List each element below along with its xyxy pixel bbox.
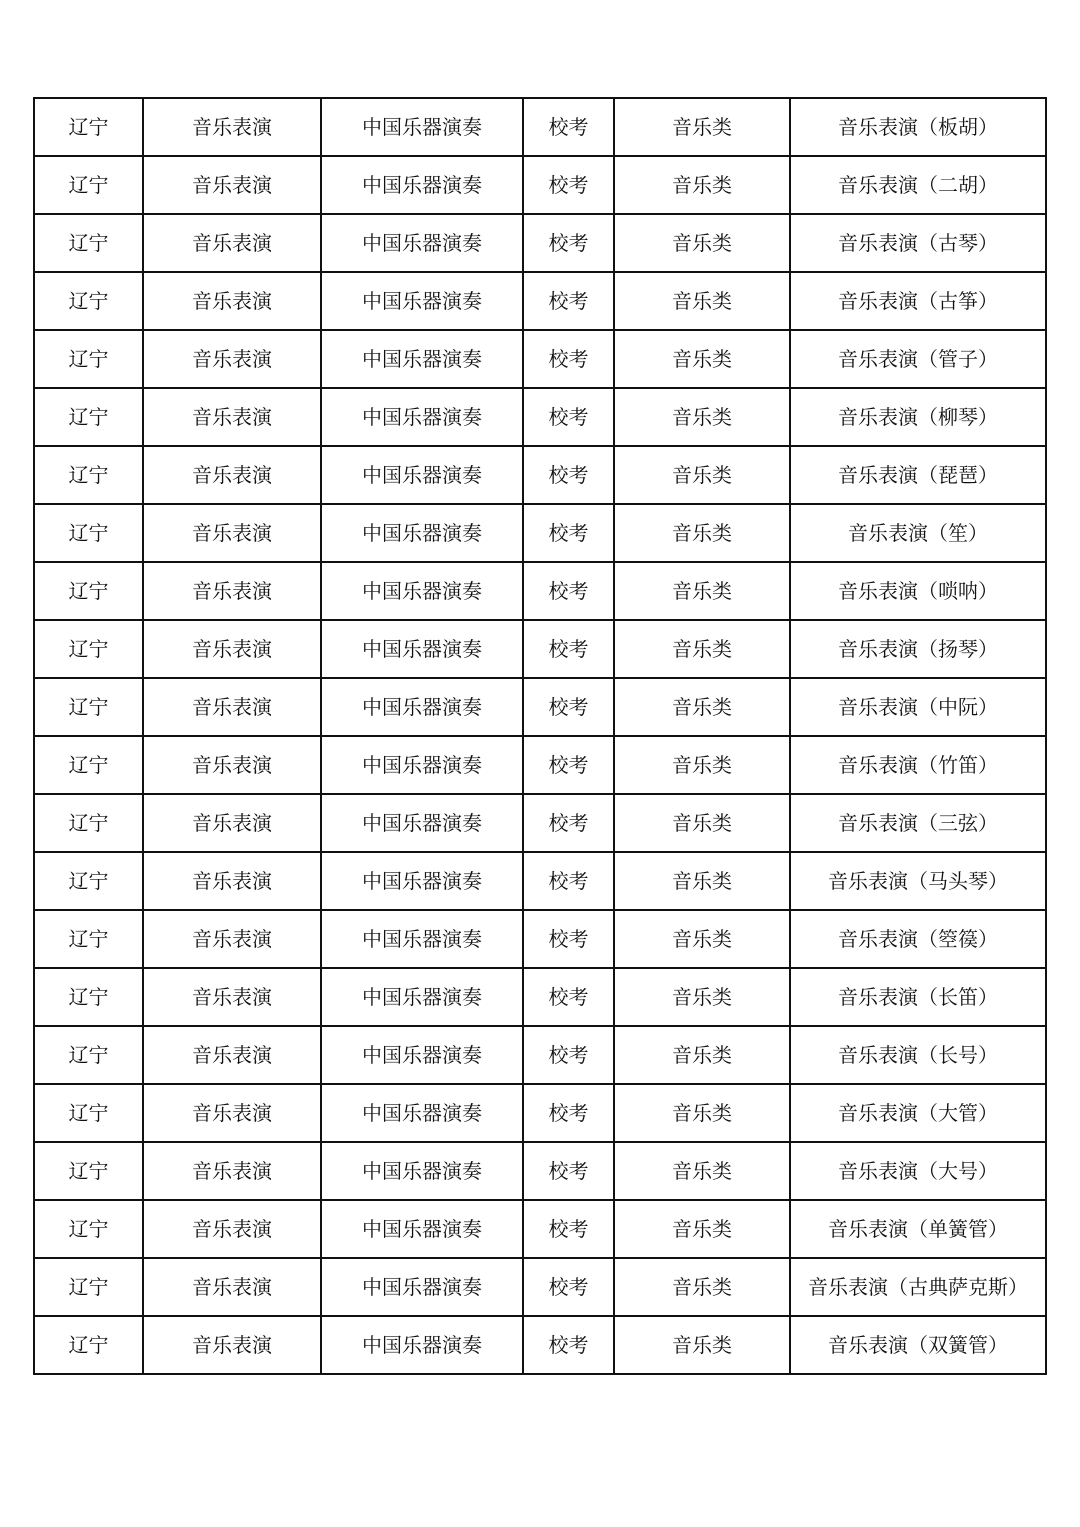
specialty-cell: 音乐表演（扬琴） <box>790 620 1046 678</box>
table-row <box>34 214 1046 272</box>
exam-type-cell: 校考 <box>523 1084 614 1142</box>
subject-class-cell: 音乐类 <box>614 1316 790 1374</box>
subject-class-cell: 音乐类 <box>614 1142 790 1200</box>
province-cell: 辽宁 <box>34 678 143 736</box>
table-row <box>34 794 1046 852</box>
province-cell: 辽宁 <box>34 1200 143 1258</box>
major-category-cell: 音乐表演 <box>143 620 321 678</box>
subject-class-cell: 音乐类 <box>614 794 790 852</box>
major-category-cell: 音乐表演 <box>143 1316 321 1374</box>
major-cell: 中国乐器演奏 <box>321 446 523 504</box>
specialty-cell: 音乐表演（古典萨克斯） <box>790 1258 1046 1316</box>
specialty-cell: 音乐表演（箜篌） <box>790 910 1046 968</box>
exam-type-cell: 校考 <box>523 98 614 156</box>
exam-type-cell: 校考 <box>523 678 614 736</box>
major-category-cell: 音乐表演 <box>143 562 321 620</box>
subject-class-cell: 音乐类 <box>614 736 790 794</box>
province-cell: 辽宁 <box>34 272 143 330</box>
specialty-cell: 音乐表演（笙） <box>790 504 1046 562</box>
table-row <box>34 678 1046 736</box>
table-row <box>34 388 1046 446</box>
specialty-cell: 音乐表演（柳琴） <box>790 388 1046 446</box>
exam-type-cell: 校考 <box>523 214 614 272</box>
exam-type-cell: 校考 <box>523 968 614 1026</box>
subject-class-cell: 音乐类 <box>614 968 790 1026</box>
specialty-cell: 音乐表演（单簧管） <box>790 1200 1046 1258</box>
table-row <box>34 330 1046 388</box>
specialty-cell: 音乐表演（板胡） <box>790 98 1046 156</box>
province-cell: 辽宁 <box>34 1026 143 1084</box>
subject-class-cell: 音乐类 <box>614 272 790 330</box>
subject-class-cell: 音乐类 <box>614 1026 790 1084</box>
major-category-cell: 音乐表演 <box>143 678 321 736</box>
exam-type-cell: 校考 <box>523 1258 614 1316</box>
major-category-cell: 音乐表演 <box>143 968 321 1026</box>
specialty-cell: 音乐表演（双簧管） <box>790 1316 1046 1374</box>
major-cell: 中国乐器演奏 <box>321 1316 523 1374</box>
subject-class-cell: 音乐类 <box>614 1084 790 1142</box>
major-category-cell: 音乐表演 <box>143 910 321 968</box>
province-cell: 辽宁 <box>34 98 143 156</box>
province-cell: 辽宁 <box>34 388 143 446</box>
major-category-cell: 音乐表演 <box>143 214 321 272</box>
table-row <box>34 910 1046 968</box>
major-category-cell: 音乐表演 <box>143 98 321 156</box>
specialty-cell: 音乐表演（古琴） <box>790 214 1046 272</box>
exam-type-cell: 校考 <box>523 272 614 330</box>
specialty-cell: 音乐表演（古筝） <box>790 272 1046 330</box>
province-cell: 辽宁 <box>34 156 143 214</box>
major-cell: 中国乐器演奏 <box>321 98 523 156</box>
province-cell: 辽宁 <box>34 446 143 504</box>
major-category-cell: 音乐表演 <box>143 156 321 214</box>
province-cell: 辽宁 <box>34 562 143 620</box>
major-category-cell: 音乐表演 <box>143 852 321 910</box>
table-row <box>34 1200 1046 1258</box>
major-cell: 中国乐器演奏 <box>321 852 523 910</box>
major-cell: 中国乐器演奏 <box>321 736 523 794</box>
table-row <box>34 562 1046 620</box>
table-body <box>34 98 1046 1374</box>
province-cell: 辽宁 <box>34 852 143 910</box>
exam-type-cell: 校考 <box>523 388 614 446</box>
table-row <box>34 968 1046 1026</box>
subject-class-cell: 音乐类 <box>614 910 790 968</box>
province-cell: 辽宁 <box>34 736 143 794</box>
major-cell: 中国乐器演奏 <box>321 910 523 968</box>
specialty-cell: 音乐表演（长笛） <box>790 968 1046 1026</box>
specialty-cell: 音乐表演（大管） <box>790 1084 1046 1142</box>
exam-type-cell: 校考 <box>523 910 614 968</box>
table-row <box>34 98 1046 156</box>
specialty-cell: 音乐表演（三弦） <box>790 794 1046 852</box>
subject-class-cell: 音乐类 <box>614 504 790 562</box>
specialty-cell: 音乐表演（中阮） <box>790 678 1046 736</box>
exam-type-cell: 校考 <box>523 330 614 388</box>
specialty-cell: 音乐表演（马头琴） <box>790 852 1046 910</box>
subject-class-cell: 音乐类 <box>614 620 790 678</box>
table-row <box>34 446 1046 504</box>
major-cell: 中国乐器演奏 <box>321 968 523 1026</box>
exam-type-cell: 校考 <box>523 852 614 910</box>
major-category-cell: 音乐表演 <box>143 272 321 330</box>
table-row <box>34 1142 1046 1200</box>
table-row <box>34 504 1046 562</box>
exam-type-cell: 校考 <box>523 794 614 852</box>
specialty-cell: 音乐表演（长号） <box>790 1026 1046 1084</box>
exam-type-cell: 校考 <box>523 1142 614 1200</box>
table-row <box>34 1084 1046 1142</box>
table-row <box>34 1026 1046 1084</box>
subject-class-cell: 音乐类 <box>614 330 790 388</box>
major-cell: 中国乐器演奏 <box>321 388 523 446</box>
major-cell: 中国乐器演奏 <box>321 1200 523 1258</box>
specialty-cell: 音乐表演（唢呐） <box>790 562 1046 620</box>
province-cell: 辽宁 <box>34 1258 143 1316</box>
major-cell: 中国乐器演奏 <box>321 620 523 678</box>
table-row <box>34 1316 1046 1374</box>
major-category-cell: 音乐表演 <box>143 1084 321 1142</box>
major-cell: 中国乐器演奏 <box>321 1142 523 1200</box>
major-cell: 中国乐器演奏 <box>321 330 523 388</box>
exam-type-cell: 校考 <box>523 620 614 678</box>
table-row <box>34 852 1046 910</box>
table-row <box>34 272 1046 330</box>
subject-class-cell: 音乐类 <box>614 446 790 504</box>
subject-class-cell: 音乐类 <box>614 562 790 620</box>
table-row <box>34 736 1046 794</box>
major-category-cell: 音乐表演 <box>143 446 321 504</box>
province-cell: 辽宁 <box>34 1316 143 1374</box>
table-row <box>34 620 1046 678</box>
specialty-cell: 音乐表演（琵琶） <box>790 446 1046 504</box>
exam-type-cell: 校考 <box>523 736 614 794</box>
table-row <box>34 1258 1046 1316</box>
exam-type-cell: 校考 <box>523 1026 614 1084</box>
major-category-cell: 音乐表演 <box>143 330 321 388</box>
exam-type-cell: 校考 <box>523 562 614 620</box>
subject-class-cell: 音乐类 <box>614 214 790 272</box>
specialty-cell: 音乐表演（二胡） <box>790 156 1046 214</box>
specialty-cell: 音乐表演（大号） <box>790 1142 1046 1200</box>
major-cell: 中国乐器演奏 <box>321 504 523 562</box>
major-cell: 中国乐器演奏 <box>321 794 523 852</box>
exam-type-cell: 校考 <box>523 504 614 562</box>
province-cell: 辽宁 <box>34 968 143 1026</box>
specialty-cell: 音乐表演（管子） <box>790 330 1046 388</box>
major-cell: 中国乐器演奏 <box>321 1084 523 1142</box>
subject-class-cell: 音乐类 <box>614 98 790 156</box>
major-category-cell: 音乐表演 <box>143 794 321 852</box>
subject-class-cell: 音乐类 <box>614 678 790 736</box>
major-cell: 中国乐器演奏 <box>321 1258 523 1316</box>
major-category-cell: 音乐表演 <box>143 1258 321 1316</box>
major-category-cell: 音乐表演 <box>143 736 321 794</box>
province-cell: 辽宁 <box>34 504 143 562</box>
major-category-cell: 音乐表演 <box>143 1026 321 1084</box>
major-cell: 中国乐器演奏 <box>321 272 523 330</box>
major-cell: 中国乐器演奏 <box>321 214 523 272</box>
province-cell: 辽宁 <box>34 794 143 852</box>
major-cell: 中国乐器演奏 <box>321 156 523 214</box>
subject-class-cell: 音乐类 <box>614 1200 790 1258</box>
major-cell: 中国乐器演奏 <box>321 678 523 736</box>
province-cell: 辽宁 <box>34 330 143 388</box>
major-cell: 中国乐器演奏 <box>321 1026 523 1084</box>
exam-type-cell: 校考 <box>523 446 614 504</box>
specialty-cell: 音乐表演（竹笛） <box>790 736 1046 794</box>
province-cell: 辽宁 <box>34 1142 143 1200</box>
province-cell: 辽宁 <box>34 620 143 678</box>
major-category-cell: 音乐表演 <box>143 388 321 446</box>
province-cell: 辽宁 <box>34 910 143 968</box>
major-category-cell: 音乐表演 <box>143 1142 321 1200</box>
subject-class-cell: 音乐类 <box>614 156 790 214</box>
table-row <box>34 156 1046 214</box>
admissions-table <box>33 97 1047 1375</box>
exam-type-cell: 校考 <box>523 1316 614 1374</box>
subject-class-cell: 音乐类 <box>614 852 790 910</box>
province-cell: 辽宁 <box>34 1084 143 1142</box>
major-category-cell: 音乐表演 <box>143 1200 321 1258</box>
exam-type-cell: 校考 <box>523 1200 614 1258</box>
subject-class-cell: 音乐类 <box>614 388 790 446</box>
major-category-cell: 音乐表演 <box>143 504 321 562</box>
subject-class-cell: 音乐类 <box>614 1258 790 1316</box>
exam-type-cell: 校考 <box>523 156 614 214</box>
major-cell: 中国乐器演奏 <box>321 562 523 620</box>
province-cell: 辽宁 <box>34 214 143 272</box>
